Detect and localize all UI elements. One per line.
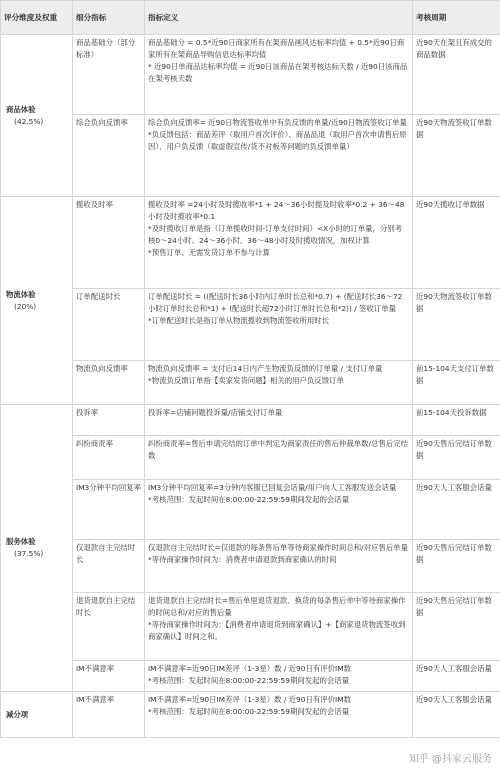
- indicator-cell: IM3分钟平均回复率: [73, 480, 145, 540]
- definition-line: *物流负反馈订单指【卖家发货问题】相关的用户负反馈订单: [148, 376, 344, 385]
- indicator-cell: IM不满意率: [73, 661, 145, 692]
- table-row: [1, 289, 500, 361]
- table-row: [1, 436, 500, 480]
- definition-line: 仅退款自主完结时长=仅退款的每条售后单等待商家操作时间总和/对应售后单量: [148, 543, 408, 552]
- table-row: [1, 661, 500, 692]
- definition-cell: [145, 361, 413, 405]
- definition-line: 物流负向反馈率 = 支付后14日内产生物流负反馈的订单量 / 支付订单量: [148, 364, 383, 373]
- indicator-cell: 仅退款自主完结时长: [73, 540, 145, 593]
- dimension-weight: (20%): [14, 301, 37, 311]
- watermark: 知乎 @抖家云服务: [408, 754, 492, 765]
- definition-line: 投诉率=店铺问题投诉量/店铺支付订单量: [148, 408, 283, 417]
- definition-line: *负反馈包括：商品差评（取用户首次评价）、商品品退（取用户首次申请售后原因）、用户负反馈（取虚假宣传/货不对板等问题的负反馈单量）: [148, 130, 407, 151]
- definition-line: *等待商家操作时间为：消费者申请退款到商家确认的时间: [148, 555, 337, 564]
- definition-line: *及时揽收订单是指（订单揽收时间-订单支付时间）<X小时的订单量，分别考核0～24小时、24～36小时、36～48小时及时揽收情况，加权计算: [148, 224, 403, 245]
- indicator-cell: 退货退款自主完结时长: [73, 593, 145, 661]
- definition-line: IM3分钟平均回复率=3分钟内客服已回复会话量/用户向人工客服发送会话量: [148, 483, 397, 492]
- definition-cell: [145, 436, 413, 480]
- dimension-cell: [1, 405, 73, 692]
- dimension-weight: (42.5%): [14, 116, 44, 126]
- definition-line: 综合负向反馈率= 近90日物流签收单中有负反馈的单量/近90日物流签收订单量: [148, 118, 407, 127]
- period-cell: 前15-104天投诉数据: [413, 405, 500, 436]
- definition-line: IM不满意率=近90日IM差评（1-3星）数 / 近90日有评价IM数: [148, 695, 351, 704]
- definition-cell: [145, 593, 413, 661]
- period-cell: 近90天人工客服会话量: [413, 480, 500, 540]
- period-cell: 近90天物流签收订单数据: [413, 289, 500, 361]
- period-cell: 近90天在架且有成交的商品数据: [413, 35, 500, 115]
- definition-line: *考核范围：发起时间在8:00:00-22:59:59期间发起的会话量: [148, 707, 350, 716]
- indicator-cell: 物流负向反馈率: [73, 361, 145, 405]
- definition-line: 订单配送时长 = ((配送时长36小时内订单时长总和*0.7) + (配送时长36～72小时订单时长总和*1) + (配送时长超72小时订单时长总和*2)) / 签收订单量: [148, 292, 403, 313]
- definition-line: *预售订单、无需发货订单不参与计算: [148, 248, 270, 257]
- dimension-cell: [1, 692, 73, 738]
- dimension-cell: [1, 197, 73, 405]
- period-cell: 近90天人工客服会话量: [413, 661, 500, 692]
- dimension-name: 物流体验: [6, 289, 36, 299]
- header-row: [1, 1, 500, 35]
- table-row: [1, 540, 500, 593]
- definition-line: *考核范围：发起时间在8:00:00-22:59:59期间发起的会话量: [148, 676, 350, 685]
- definition-cell: [145, 661, 413, 692]
- indicator-cell: 综合负向反馈率: [73, 115, 145, 197]
- definition-line: *考核范围：发起时间在8:00:00-22:59:59期间发起的会话量: [148, 495, 350, 504]
- definition-cell: [145, 540, 413, 593]
- header-dimension: 评分维度及权重: [1, 1, 73, 35]
- definition-line: *订单配送时长是指订单从物流揽收到物流签收所用时长: [148, 316, 330, 325]
- definition-cell: [145, 405, 413, 436]
- dimension-cell: [1, 35, 73, 197]
- definition-line: 退货退款自主完结时长=售后单里退货退款、换货的每条售后单中等待商家操作的时间总和/对应的售后量: [148, 596, 406, 617]
- header-period: 考核周期: [413, 1, 500, 35]
- indicator-cell: IM不满意率: [73, 692, 145, 738]
- table-row: [1, 405, 500, 436]
- dimension-name: 商品体验: [6, 104, 36, 114]
- period-cell: 近90天售后完结订单数据: [413, 436, 500, 480]
- indicator-cell: 订单配送时长: [73, 289, 145, 361]
- definition-cell: [145, 35, 413, 115]
- period-cell: 近90天物流签收订单数据: [413, 115, 500, 197]
- period-cell: 近90天售后完结订单数据: [413, 593, 500, 661]
- table-row: [1, 35, 500, 115]
- definition-cell: [145, 692, 413, 738]
- definition-line: * 近90日单商品达标率均值 = 近90日该商品在架考核达标天数 / 近90日该商品在架考核天数: [148, 62, 408, 83]
- indicator-cell: 纠纷商责率: [73, 436, 145, 480]
- header-indicator: 细分指标: [73, 1, 145, 35]
- dimension-name: 服务体验: [6, 537, 36, 546]
- definition-line: 揽收及时率 =24小时及时揽收率*1 + 24～36小时揽及时收率*0.2 + 36～48小时及时揽收率*0.1: [148, 200, 405, 221]
- definition-cell: [145, 480, 413, 540]
- definition-cell: [145, 197, 413, 289]
- definition-line: *等待商家操作时间为：【消费者申请退货到商家确认】+【商家退货物流签收到商家确认】时间之和。: [148, 620, 406, 641]
- definition-line: 纠纷商责率=售后申请完结的订单中判定为商家责任的售后仲裁单数/总售后完结数: [148, 439, 408, 460]
- period-cell: 近90天揽收订单数据: [413, 197, 500, 289]
- table-row: [1, 692, 500, 738]
- period-cell: 近90天人工客服会话量: [413, 692, 500, 738]
- dimension-name: 减分项: [6, 709, 29, 719]
- indicator-cell: 揽收及时率: [73, 197, 145, 289]
- definition-line: 商品基础分 = 0.5*近90日商家所有在架商品画风达标率均值 + 0.5*近90日商家所有在架商品导购信息达标率均值: [148, 38, 405, 59]
- definition-cell: [145, 115, 413, 197]
- indicator-cell: 商品基础分（部分标准）: [73, 35, 145, 115]
- period-cell: 近90天售后完结订单数据: [413, 540, 500, 593]
- indicator-cell: 投诉率: [73, 405, 145, 436]
- table-row: [1, 197, 500, 289]
- dimension-weight: (37.5%): [14, 549, 44, 558]
- table-row: [1, 115, 500, 197]
- table-row: [1, 361, 500, 405]
- period-cell: 前15-104天支付订单数据: [413, 361, 500, 405]
- table-row: [1, 480, 500, 540]
- definition-line: IM不满意率=近90日IM差评（1-3星）数 / 近90日有评价IM数: [148, 664, 351, 673]
- definition-cell: [145, 289, 413, 361]
- table-row: [1, 593, 500, 661]
- header-definition: 指标定义: [145, 1, 413, 35]
